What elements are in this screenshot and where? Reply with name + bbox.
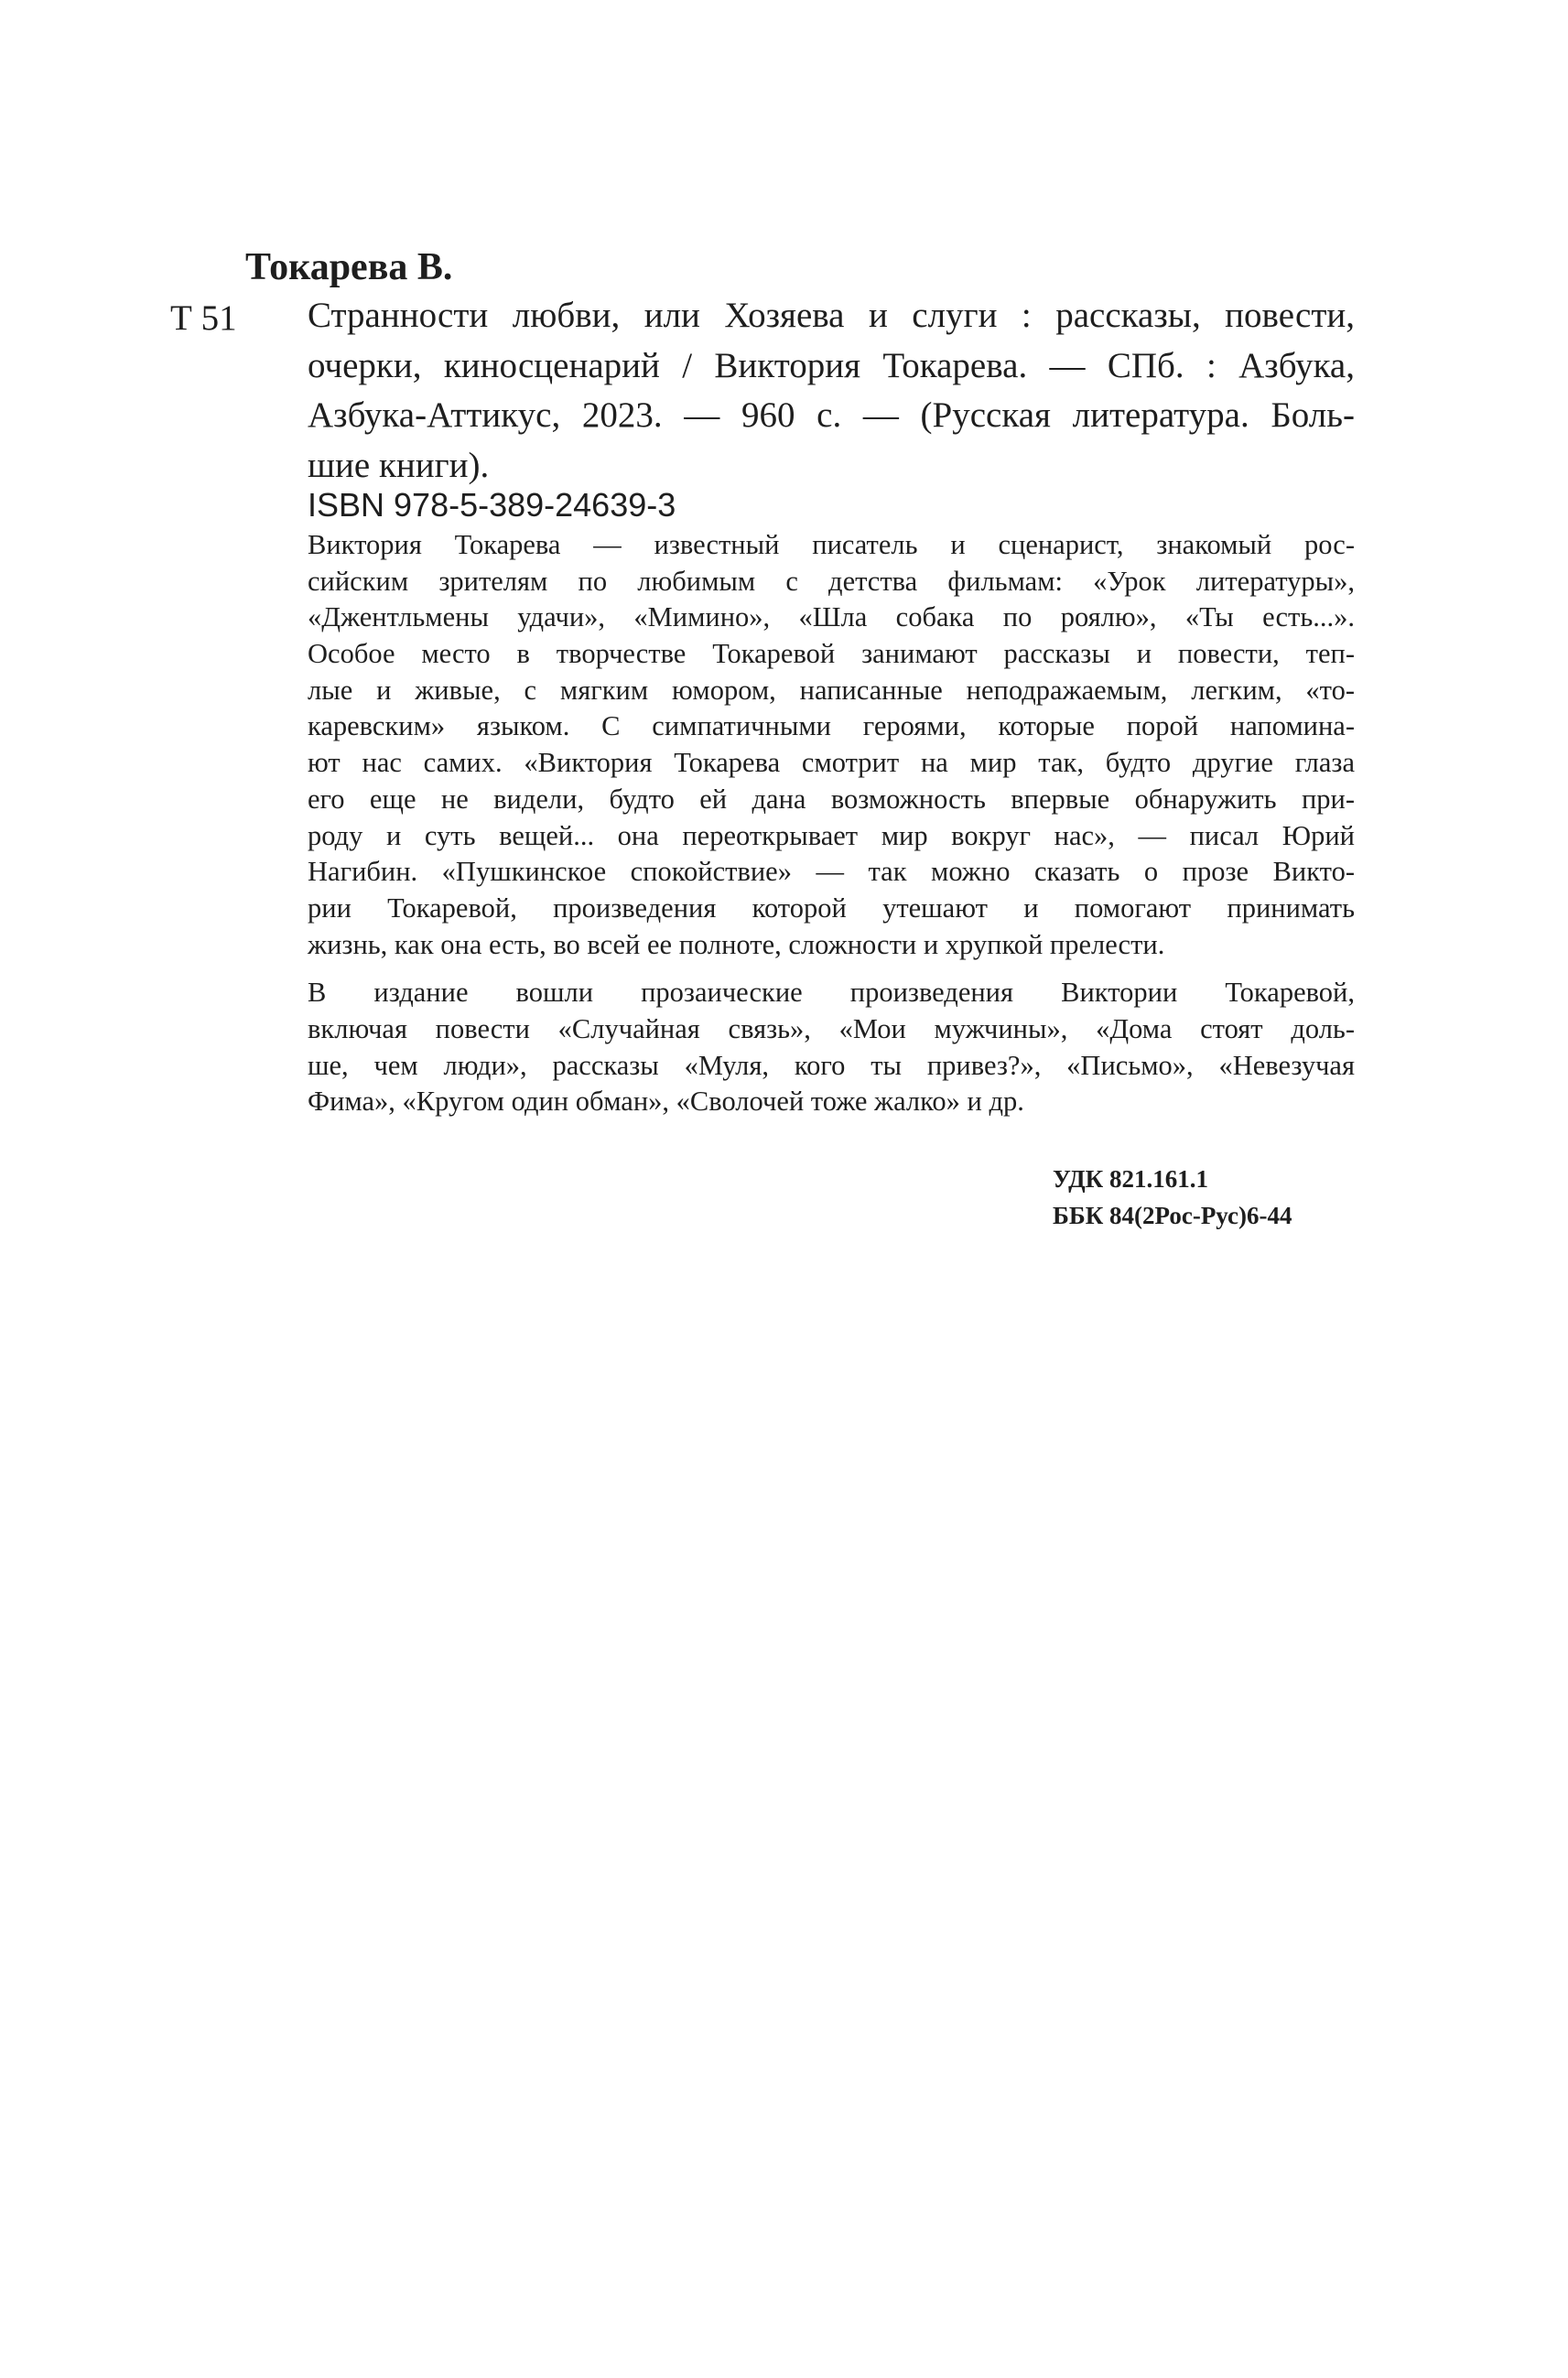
bbk-code: ББК 84(2Рос-Рус)6-44	[1053, 1202, 1292, 1229]
bibliographic-line: шие книги).	[308, 445, 490, 485]
annotation-line: сийским зрителям по любимым с детства фильмам: «Урок литературы»,	[308, 565, 1355, 597]
annotation-line: каревским» языком. С симпатичными героями, которые порой напомина-	[308, 710, 1355, 742]
annotation-line: рии Токаревой, произведения которой утешают и помогают принимать	[308, 892, 1355, 924]
isbn: ISBN 978-5-389-24639-3	[308, 486, 676, 524]
annotation-line: включая повести «Случайная связь», «Мои мужчины», «Дома стоят доль-	[308, 1012, 1355, 1044]
annotation-line: Особое место в творчестве Токаревой занимают рассказы и повести, теп-	[308, 638, 1355, 670]
bibliographic-description	[308, 291, 1355, 491]
annotation-line: В издание вошли прозаические произведения Виктории Токаревой,	[308, 977, 1355, 1009]
annotation	[308, 527, 1355, 1120]
bibliographic-line: Азбука-Аттикус, 2023. — 960 с. — (Русская литература. Боль-	[308, 395, 1355, 435]
bibliographic-line: Странности любви, или Хозяева и слуги : рассказы, повести,	[308, 296, 1355, 335]
annotation-line: «Джентльмены удачи», «Мимино», «Шла собака по роялю», «Ты есть...».	[308, 601, 1355, 633]
annotation-line: ют нас самих. «Виктория Токарева смотрит на мир так, будто другие глаза	[308, 747, 1355, 779]
bibliographic-line: очерки, киносценарий / Виктория Токарева. — СПб. : Азбука,	[308, 345, 1355, 385]
author-heading: Токарева В.	[245, 246, 453, 288]
annotation-line: роду и суть вещей... она переоткрывает мир вокруг нас», — писал Юрий	[308, 819, 1355, 851]
udk-code: УДК 821.161.1	[1053, 1165, 1208, 1193]
annotation-line: лые и живые, с мягким юмором, написанные неподражаемым, легким, «то-	[308, 674, 1355, 706]
classification-codes	[1053, 1161, 1292, 1234]
call-number: Т 51	[170, 298, 237, 338]
annotation-line: его еще не видели, будто ей дана возможность впервые обнаружить при-	[308, 783, 1355, 815]
annotation-line: жизнь, как она есть, во всей ее полноте, сложности и хрупкой прелести.	[308, 928, 1165, 960]
annotation-line: ше, чем люди», рассказы «Муля, кого ты привез?», «Письмо», «Невезучая	[308, 1049, 1355, 1081]
annotation-line: Нагибин. «Пушкинское спокойствие» — так можно сказать о прозе Викто-	[308, 856, 1355, 888]
annotation-line: Виктория Токарева — известный писатель и сценарист, знакомый рос-	[308, 529, 1355, 560]
annotation-line: Фима», «Кругом один обман», «Сволочей тоже жалко» и др.	[308, 1086, 1024, 1118]
